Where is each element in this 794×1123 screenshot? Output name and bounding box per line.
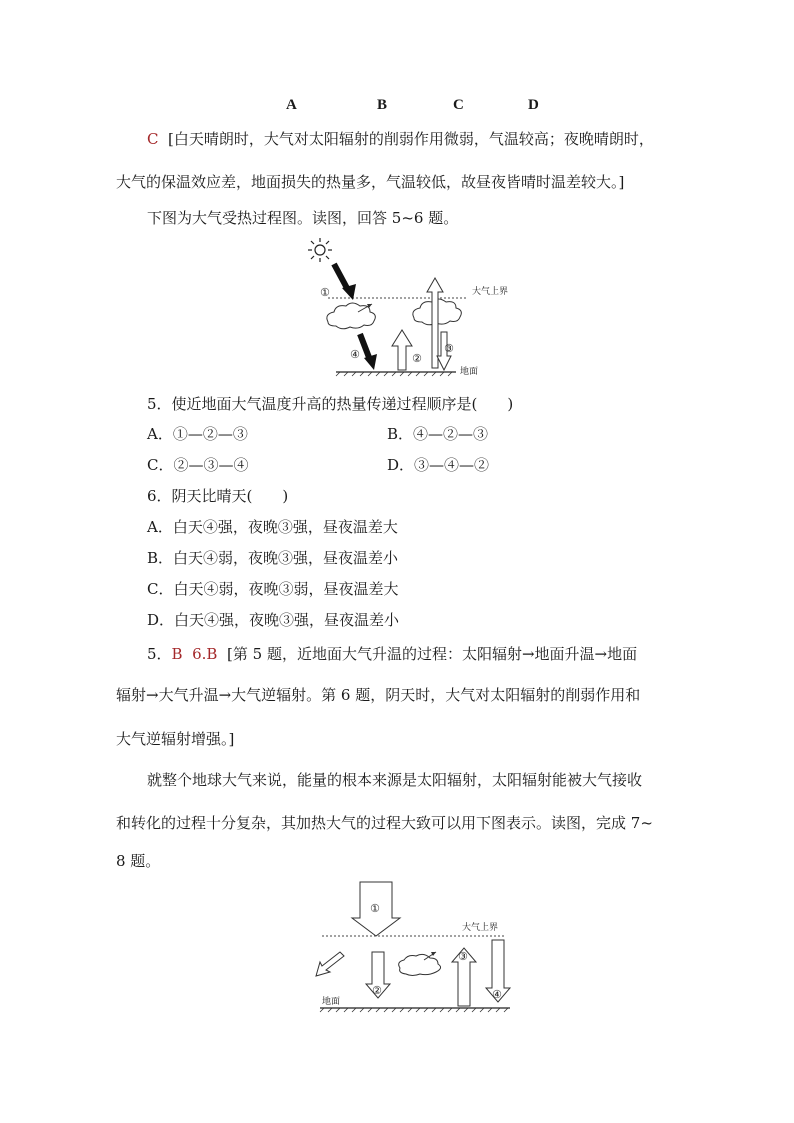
q5-option-c: C．②—③—④ <box>147 456 249 474</box>
q5-option-d: D．③—④—② <box>387 456 490 474</box>
answer2-line1: [第 5 题，近地面大气升温的过程：太阳辐射→地面升温→地面 <box>227 645 638 663</box>
answer2-num5: 5． <box>147 645 172 663</box>
fig2-atmosphere-top-label: 大气上界 <box>462 923 499 933</box>
atmosphere-top-label: 大气上界 <box>472 287 509 297</box>
label-4: ④ <box>350 348 360 361</box>
sun-icon <box>308 238 332 262</box>
intro1-text: 下图为大气受热过程图。读图，回答 5~6 题。 <box>147 209 459 227</box>
q6-option-c: C．白天④弱，夜晚③弱，昼夜温差大 <box>147 580 399 598</box>
answer1-letter: C <box>147 130 159 148</box>
option-b-label: B <box>377 97 388 113</box>
answer2-letter-5: B <box>171 645 183 663</box>
atmosphere-heating-diagram-2 <box>310 880 520 1016</box>
label-3: ③ <box>444 342 454 355</box>
q6-option-a: A．白天④强，夜晚③强，昼夜温差大 <box>147 518 398 536</box>
fig2-label-3: ③ <box>458 950 468 963</box>
answer1-paragraph <box>147 129 654 149</box>
ground-hatching <box>336 372 452 376</box>
atmosphere-heating-diagram-1 <box>300 236 520 382</box>
q6-option-d: D．白天④强，夜晚③强，昼夜温差小 <box>147 611 400 629</box>
ground-label: 地面 <box>460 367 479 377</box>
radiation-arrow-4 <box>360 334 377 370</box>
q5-stem: 5．使近地面大气温度升高的热量传递过程顺序是( ) <box>147 395 514 413</box>
q5-option-b: B．④—②—③ <box>387 425 489 443</box>
answer1-line1: [白天晴朗时，大气对太阳辐射的削弱作用微弱，气温较高；夜晚晴朗时， <box>168 130 654 148</box>
q6-option-b: B．白天④弱，夜晚③强，昼夜温差小 <box>147 549 399 567</box>
cloud-left <box>327 303 375 329</box>
fig2-label-2: ② <box>372 984 382 997</box>
answer2-paragraph <box>147 644 637 664</box>
answer2-line2: 辐射→大气升温→大气逆辐射。第 6 题，阴天时，大气对太阳辐射的削弱作用和 <box>116 686 641 704</box>
option-d-label: D <box>528 97 539 113</box>
fig2-ground-label: 地面 <box>322 997 341 1007</box>
reflected-radiation-arrow <box>316 952 344 976</box>
ground-radiation-arrow-2 <box>392 330 412 370</box>
answer2-line3: 大气逆辐射增强。] <box>116 730 235 748</box>
intro2-line1: 就整个地球大气来说，能量的根本来源是太阳辐射，太阳辐射能被大气接收 <box>147 771 643 789</box>
q5-option-a: A．①—②—③ <box>147 425 248 443</box>
q6-stem: 6．阴天比晴天( ) <box>147 487 289 505</box>
solar-radiation-arrow <box>334 264 356 300</box>
answer2-letter-6: 6.B <box>192 645 218 663</box>
intro2-line2: 和转化的过程十分复杂，其加热大气的过程大致可以用下图表示。读图，完成 7~ <box>116 814 653 832</box>
label-2: ② <box>412 352 422 365</box>
intro2-line3: 8 题。 <box>116 852 161 870</box>
answer1-line2: 大气的保温效应差，地面损失的热量多，气温较低，故昼夜皆晴时温差较大。] <box>116 173 625 191</box>
fig2-label-4: ④ <box>492 988 502 1001</box>
option-c-label: C <box>453 97 464 113</box>
fig2-label-1: ① <box>370 902 380 915</box>
fig2-cloud <box>399 954 441 975</box>
label-1: ① <box>320 286 330 299</box>
option-a-label: A <box>286 97 297 113</box>
